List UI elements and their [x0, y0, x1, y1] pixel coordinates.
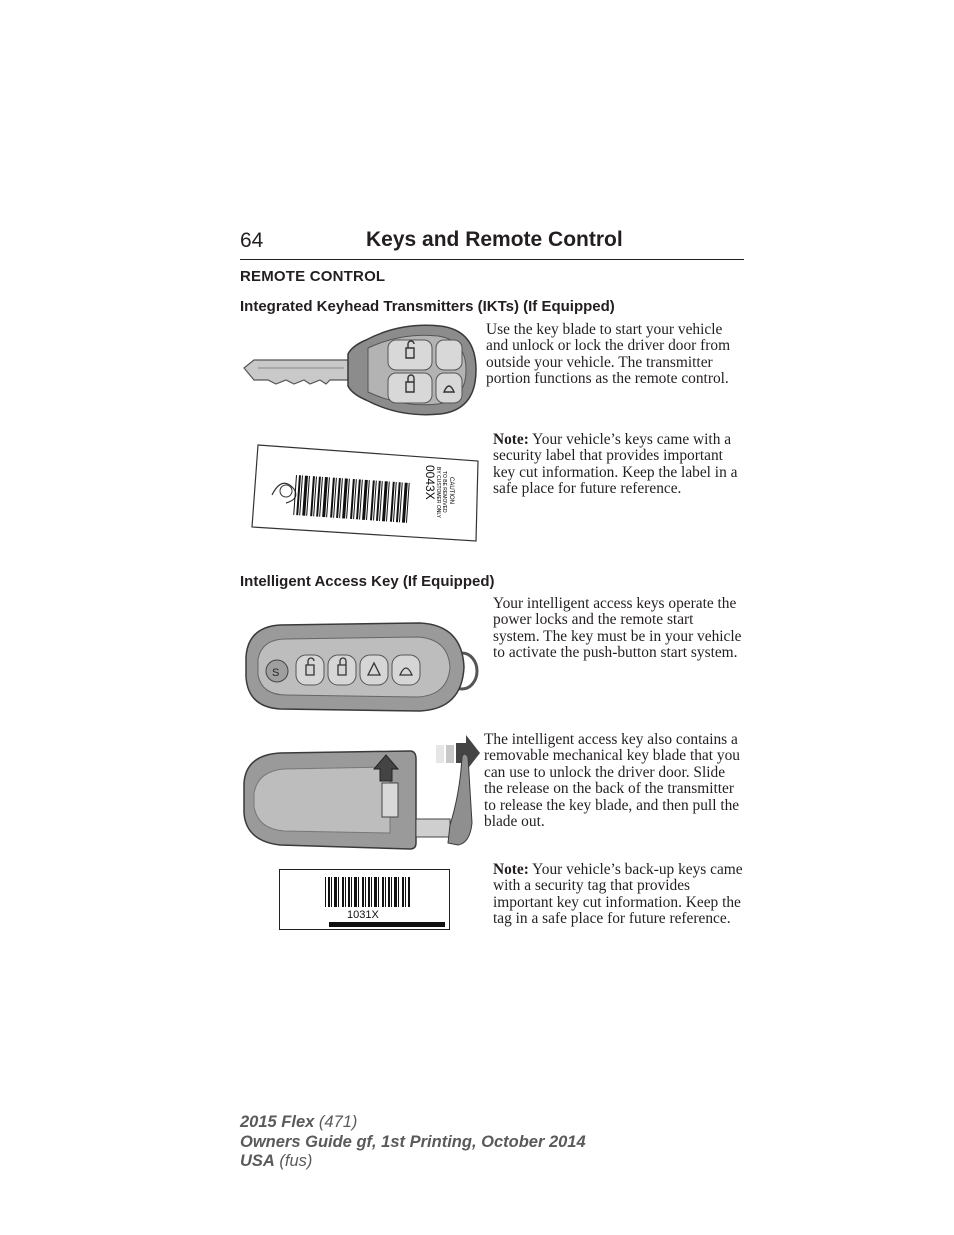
- ikt-heading: Integrated Keyhead Transmitters (IKTs) (If Equipped): [240, 298, 615, 315]
- ikt-note-label: Note:: [493, 431, 529, 448]
- iak-note: [493, 862, 743, 928]
- iak-security-tag-illustration: [279, 869, 451, 931]
- ikt-note-text: Your vehicle’s keys came with a security label that provides important key cut information. Keep the label in a safe place for future reference.: [493, 431, 738, 498]
- iak-description: Your intelligent access keys operate the power locks and the remote start system. The key must be in your vehicle to activate the push-button start system.: [493, 595, 742, 662]
- iak-heading: Intelligent Access Key (If Equipped): [240, 573, 495, 590]
- iak-note-label: Note:: [493, 861, 529, 878]
- label-caution-text: CAUTION: [448, 477, 454, 504]
- ikt-description: Use the key blade to start your vehicle and unlock or lock the driver door from outside your vehicle. The transmitter portion functions as the remote control.: [486, 321, 731, 388]
- header-rule: [240, 259, 744, 260]
- section-title: REMOTE CONTROL: [240, 268, 386, 285]
- tag-code-text: 1031X: [347, 909, 379, 921]
- label-customer-text: BY CUSTOMER ONLY: [435, 467, 441, 519]
- label-code-text: 0043X: [423, 465, 437, 500]
- chapter-title: Keys and Remote Control: [366, 228, 623, 251]
- page-number: 64: [240, 229, 264, 252]
- ikt-key-illustration: [240, 318, 480, 418]
- label-removed-text: TO BE REMOVED: [441, 471, 447, 513]
- iak-blade-illustration: [240, 733, 480, 853]
- iak-blade-description: The intelligent access key also contains a removable mechanical key blade that you can use to unlock the driver door. Slide the release on the back of the transmitter to release the key blade, and then pull the blade out.: [484, 731, 740, 831]
- footer-model: 2015 Flex: [240, 1113, 315, 1131]
- iak-note-text: Your vehicle’s back-up keys came with a security tag that provides important key cut information. Keep the tag in a safe place for future reference.: [493, 861, 743, 928]
- iak-fob-illustration: [240, 617, 482, 717]
- footer: [240, 1113, 586, 1172]
- svg-text:S: S: [272, 667, 280, 679]
- footer-model-code: (471): [314, 1113, 358, 1131]
- ikt-note: [493, 432, 745, 498]
- footer-region: USA: [240, 1152, 275, 1170]
- ikt-security-label-illustration: [250, 435, 480, 545]
- footer-guide: Owners Guide gf, 1st Printing, October 2014: [240, 1132, 586, 1151]
- footer-region-code: (fus): [274, 1152, 313, 1170]
